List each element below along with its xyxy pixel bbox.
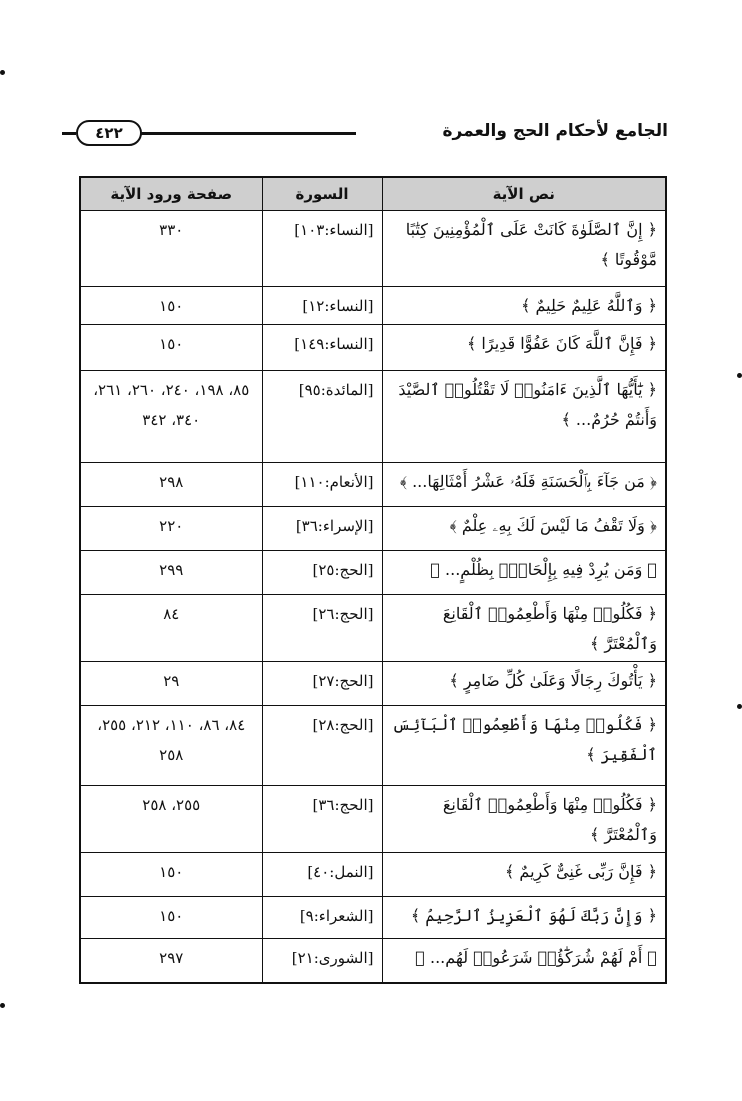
header-rule xyxy=(140,132,356,135)
surah-ref: [النساء:١٤٩] xyxy=(262,325,382,371)
page-refs: ١٥٠ xyxy=(80,853,262,897)
verse-text: ﴿ فَكُلُوا۟ مِنْهَا وَأَطْعِمُوا۟ ٱلْقَانِعَ وَٱلْمُعْتَرَّ ﴾ xyxy=(382,595,666,662)
page-refs: ١٥٠ xyxy=(80,897,262,939)
header-rule-left xyxy=(62,132,76,135)
verse-text: ﴿ يَٰٓأَيُّهَا ٱلَّذِينَ ءَامَنُوا۟ لَا تَقْتُلُوا۟ ٱلصَّيْدَ وَأَنتُمْ حُرُمٌ... ﴾ xyxy=(382,371,666,463)
verse-text: ﴿ فَكُلُوا۟ مِنْهَا وَأَطْعِمُوا۟ ٱلْقَانِعَ وَٱلْمُعْتَرَّ ﴾ xyxy=(382,786,666,853)
table-row xyxy=(80,939,666,983)
table-row xyxy=(80,507,666,551)
table-row xyxy=(80,662,666,706)
page-refs: ١٥٠ xyxy=(80,287,262,325)
table-row xyxy=(80,706,666,786)
verse-text: ﴿ أَمْ لَهُمْ شُرَكَٰٓؤُا۟ شَرَعُوا۟ لَهُم... ﴾ xyxy=(382,939,666,983)
surah-ref: [النساء:١٠٣] xyxy=(262,211,382,287)
page-refs: ٢٩٨ xyxy=(80,463,262,507)
page-refs: ٨٤ xyxy=(80,595,262,662)
verse-text: ﴿ إِنَّ ٱلصَّلَوٰةَ كَانَتْ عَلَى ٱلْمُؤْمِنِينَ كِتَٰبًا مَّوْقُوتًا ﴾ xyxy=(382,211,666,287)
surah-ref: [النساء:١٢] xyxy=(262,287,382,325)
table-row xyxy=(80,551,666,595)
table-header-row xyxy=(80,177,666,211)
page-refs: ٢٩٧ xyxy=(80,939,262,983)
page-header xyxy=(62,118,668,146)
margin-dot xyxy=(0,70,5,75)
page-refs: ٨٤، ٨٦، ١١٠، ٢١٢، ٢٥٥، ٢٥٨ xyxy=(80,706,262,786)
surah-ref: [النمل:٤٠] xyxy=(262,853,382,897)
margin-dot xyxy=(0,1003,5,1008)
surah-ref: [الشورى:٢١] xyxy=(262,939,382,983)
page-refs: ٨٥، ١٩٨، ٢٤٠، ٢٦٠، ٢٦١، ٣٤٠، ٣٤٢ xyxy=(80,371,262,463)
table-row xyxy=(80,371,666,463)
table-row xyxy=(80,853,666,897)
surah-ref: [الحج:٢٥] xyxy=(262,551,382,595)
verse-text: ﴿ فَإِنَّ ٱللَّهَ كَانَ عَفُوًّا قَدِيرًا ﴾ xyxy=(382,325,666,371)
header-verse-text: نص الآية xyxy=(382,177,666,211)
page-refs: ٢٢٠ xyxy=(80,507,262,551)
surah-ref: [الحج:٢٦] xyxy=(262,595,382,662)
verse-text: ﴿ وَلَا تَقْفُ مَا لَيْسَ لَكَ بِهِۦ عِلْمٌ ﴾ xyxy=(382,507,666,551)
verse-text: ﴿ فَإِنَّ رَبِّى غَنِىٌّ كَرِيمٌ ﴾ xyxy=(382,853,666,897)
surah-ref: [المائدة:٩٥] xyxy=(262,371,382,463)
table-row xyxy=(80,211,666,287)
page-refs: ١٥٠ xyxy=(80,325,262,371)
margin-dot xyxy=(737,704,742,709)
verse-text: ﴿ فَكُلُوا۟ مِنْهَا وَأَطْعِمُوا۟ ٱلْبَآئِسَ ٱلْفَقِيرَ ﴾ xyxy=(382,706,666,786)
page-refs: ٣٣٠ xyxy=(80,211,262,287)
surah-ref: [الأنعام:١١٠] xyxy=(262,463,382,507)
page-number: ٤٢٢ xyxy=(76,120,142,146)
table-row xyxy=(80,897,666,939)
table-row xyxy=(80,287,666,325)
margin-dot xyxy=(737,373,742,378)
table-row xyxy=(80,325,666,371)
verse-text: ﴿ وَمَن يُرِدْ فِيهِ بِإِلْحَادٍۭ بِظُلْمٍ... ﴾ xyxy=(382,551,666,595)
verse-text: ﴿ يَأْتُوكَ رِجَالًا وَعَلَىٰ كُلِّ ضَامِرٍ ﴾ xyxy=(382,662,666,706)
verse-text: ﴿ وَٱللَّهُ عَلِيمٌ حَلِيمٌ ﴾ xyxy=(382,287,666,325)
page-refs: ٢٩٩ xyxy=(80,551,262,595)
page-refs: ٢٩ xyxy=(80,662,262,706)
surah-ref: [الحج:٣٦] xyxy=(262,786,382,853)
table-row xyxy=(80,595,666,662)
table-row xyxy=(80,786,666,853)
surah-ref: [الحج:٢٨] xyxy=(262,706,382,786)
verse-index-table xyxy=(79,176,667,984)
surah-ref: [الإسراء:٣٦] xyxy=(262,507,382,551)
surah-ref: [الشعراء:٩] xyxy=(262,897,382,939)
table-row xyxy=(80,463,666,507)
surah-ref: [الحج:٢٧] xyxy=(262,662,382,706)
header-surah: السورة xyxy=(262,177,382,211)
verse-text: ﴿ وَإِنَّ رَبَّكَ لَهُوَ ٱلْعَزِيزُ ٱلرَّحِيمُ ﴾ xyxy=(382,897,666,939)
book-title: الجامع لأحكام الحج والعمرة xyxy=(442,121,668,141)
header-pages: صفحة ورود الآية xyxy=(80,177,262,211)
page-refs: ٢٥٥، ٢٥٨ xyxy=(80,786,262,853)
verse-text: ﴿ مَن جَآءَ بِٱلْحَسَنَةِ فَلَهُۥ عَشْرُ أَمْثَالِهَا... ﴾ xyxy=(382,463,666,507)
